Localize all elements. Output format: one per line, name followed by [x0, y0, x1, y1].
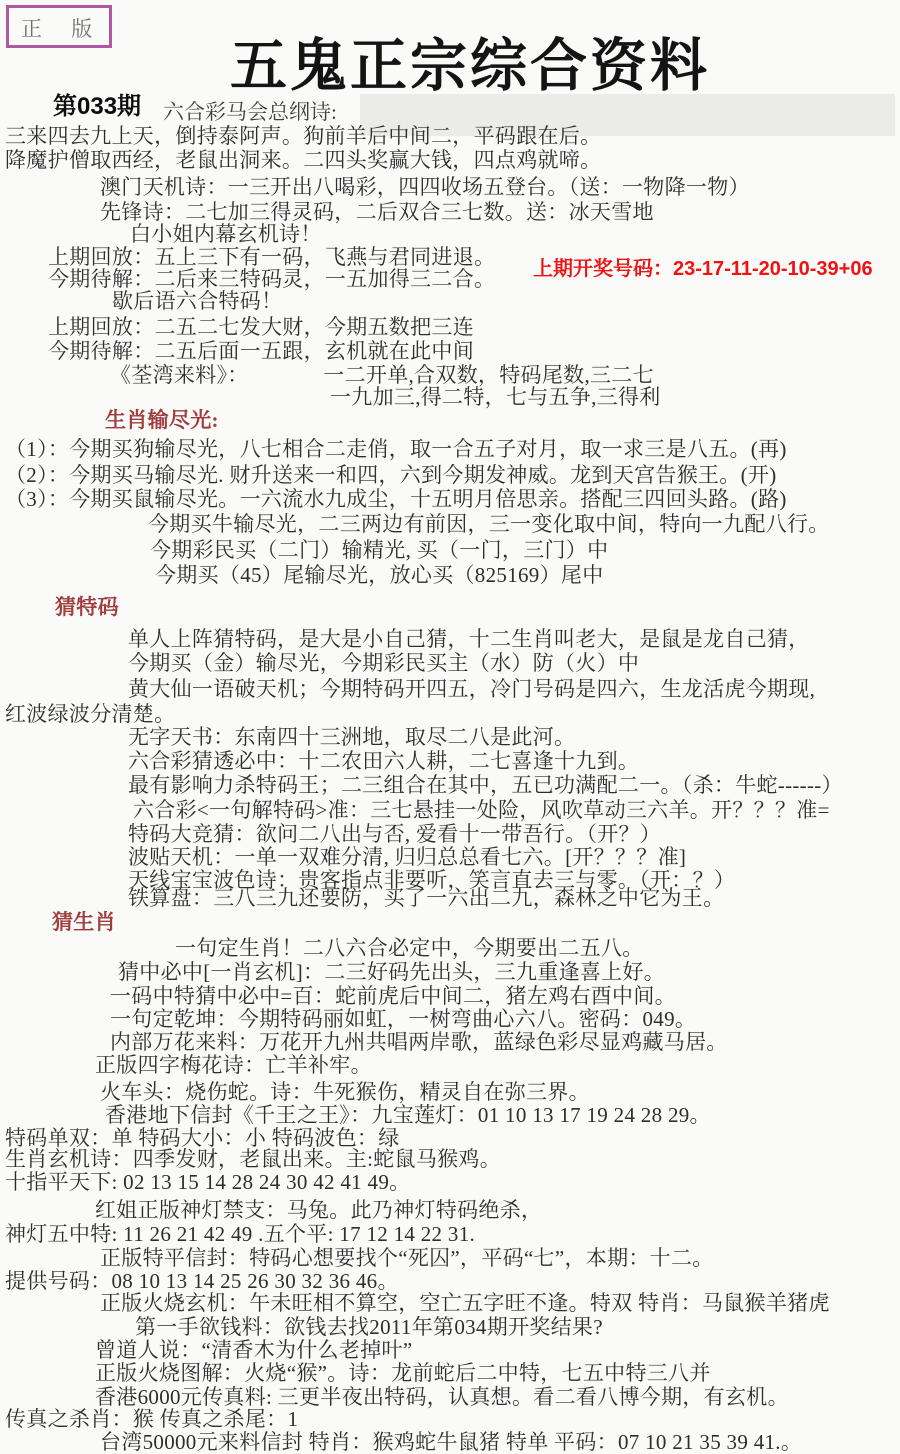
text-line: 一句定生肖！二八六合必定中，今期要出二五八。 [175, 936, 644, 960]
text-line: 一句定乾坤：今期特码丽如虹，一树弯曲心六八。密码：049。 [110, 1007, 697, 1031]
text-line: 一九加三,得二特，七与五争,三得利 [330, 385, 661, 409]
text-line: （3）：今期买鼠输尽光。一六流水九成尘，十五明月倍思亲。搭配三四回头路。(路) [5, 487, 787, 511]
text-line: 波贴天机：一单一双难分清, 归归总总看七六。[开？？？准] [128, 845, 687, 869]
text-line: 今期彩民买（二门）输精光, 买（一门，三门）中 [150, 538, 609, 562]
text-line: 三来四去九上天，倒持泰阿声。狗前羊后中间二，平码跟在后。 [5, 124, 602, 148]
text-line: （2）：今期买马输尽光. 财升送来一和四，六到今期发神威。龙到天宫告猴王。(开) [5, 463, 777, 487]
text-line: 一码中特猜中必中=百：蛇前虎后中间二，猪左鸡右酉中间。 [110, 984, 676, 1008]
text-line: 火车头：烧伤蛇。诗：牛死猴伤，精灵自在弥三界。 [100, 1080, 590, 1104]
text-line: 传真之杀肖：猴 传真之杀尾：1 [5, 1407, 299, 1431]
text-line: 天线宝宝波色诗：贵客指点非要听，笑言直去三与零。（开：？） [128, 868, 736, 892]
text-line: 红姐正版神灯禁支：马兔。此乃神灯特码绝杀， [95, 1198, 543, 1222]
text-line: 六合彩<一句解特码>准：三七悬挂一处险，风吹草动三六羊。开？？？准= [133, 798, 830, 822]
text-line: 正版特平信封：特码心想要找个“死囚”，平码“七”，本期：十二。 [100, 1246, 714, 1270]
text-line: 上期回放：二五二七发大财，今期五数把三连 [48, 315, 474, 339]
text-line: 今期待解：二五后面一五跟，玄机就在此中间 [48, 339, 474, 363]
text-line: 特码大竞猜：欲问二八出与否, 爱看十一带吾行。（开？） [128, 822, 662, 846]
text-line: 先锋诗：二七加三得灵码，二后双合三七数。送：冰天雪地 [100, 200, 654, 224]
text-line: 今期待解：二后来三特码灵，一五加得三二合。 [48, 267, 496, 291]
text-line: 十指平天下: 02 13 15 14 28 24 30 42 41 49。 [5, 1170, 411, 1194]
text-line: 黄大仙一语破天机；今期特码开四五，冷门号码是四六，生龙活虎今期现, [128, 677, 816, 701]
text-line: 歇后语六合特码！ [112, 289, 283, 313]
text-line: （1）：今期买狗输尽光，八七相合二走俏，取一合五子对月，取一求三是八五。(再) [5, 437, 787, 461]
text-line: 正版火烧玄机：午未旺相不算空，空亡五字旺不逢。特双 特肖：马鼠猴羊猪虎 [100, 1291, 830, 1315]
text-line: 今期买（金）输尽光，今期彩民买主（水）防（火）中 [128, 651, 640, 675]
text-line: 单人上阵猜特码，是大是小自己猜，十二生肖叫老大，是鼠是龙自己猜， [128, 627, 810, 651]
text-line: 正版四字梅花诗：亡羊补牢。 [95, 1053, 372, 1077]
text-line: 最有影响力杀特码王；二三组合在其中，五已功满配二一。（杀：牛蛇------） [128, 773, 843, 797]
text-line: 《荃湾来料》： 一二开单,合双数，特码尾数,三二七 [110, 363, 654, 387]
text-line: 特码单双：单 特码大小：小 特码波色：绿 [5, 1126, 400, 1150]
issue-number: 第033期 [53, 93, 142, 120]
text-line: 上期回放：五上三下有一码，飞燕与君同进退。 [48, 245, 496, 269]
section-heading: 猜生肖 [52, 910, 116, 934]
text-line: 今期买（45）尾输尽光，放心买（825169）尾中 [155, 563, 604, 587]
text-line: 提供号码：08 10 13 14 25 26 30 32 36 46。 [5, 1269, 399, 1293]
section-heading: 猜特码 [55, 595, 119, 619]
last-draw-numbers: 上期开奖号码：23-17-11-20-10-39+06 [533, 258, 873, 280]
authentic-badge: 正 版 [6, 5, 112, 48]
text-line: 香港地下信封《千王之王》：九宝莲灯：01 10 13 17 19 24 28 29。 [105, 1103, 711, 1127]
section-heading: 生肖输尽光: [105, 408, 219, 432]
text-line: 台湾50000元来料信封 特肖：猴鸡蛇牛鼠猪 特单 平码：07 10 21 35 39 41.。 [100, 1430, 803, 1454]
text-line: 内部万花来料：万花开九州共唱两岸歌，蓝绿色彩尽显鸡藏马居。 [110, 1030, 728, 1054]
text-line: 红波绿波分清楚。 [5, 702, 176, 726]
text-line: 猜中必中[一肖玄机]：二三好码先出头，三九重逢喜上好。 [118, 960, 666, 984]
text-line: 白小姐内幕玄机诗！ [130, 222, 322, 246]
text-line: 第一手欲钱料：欲钱去找2011年第034期开奖结果? [135, 1315, 603, 1339]
text-line: 今期买牛输尽光，二三两边有前因，三一变化取中间，特向一九配八行。 [148, 512, 830, 536]
text-line: 澳门天机诗：一三开出八喝彩，四四收场五登台。（送：一物降一物） [100, 175, 750, 199]
text-line: 无字天书：东南四十三洲地，取尽二八是此河。 [128, 725, 576, 749]
intro-label: 六合彩马会总纲诗: [163, 100, 337, 124]
text-line: 香港6000元传真料: 三更半夜出特码，认真想。看二看八博今期，有玄机。 [95, 1385, 789, 1409]
text-line: 生肖玄机诗：四季发财，老鼠出来。主:蛇鼠马猴鸡。 [5, 1147, 502, 1171]
text-line: 降魔护僧取西经，老鼠出洞来。二四头奖赢大钱，四点鸡就啼。 [5, 148, 602, 172]
text-line: 神灯五中特: 11 26 21 42 49 .五个平: 17 12 14 22 31. [5, 1222, 476, 1246]
page-title: 五鬼正宗综合资料 [230, 35, 710, 98]
text-line: 六合彩猜透必中：十二农田六人耕，二七喜逢十九到。 [128, 749, 640, 773]
text-line: 曾道人说：“清香木为什么老掉叶” [95, 1338, 413, 1362]
text-line: 铁算盘：三八三九还要防，买了一六出二九，森林之中它为王。 [128, 886, 725, 910]
text-line: 正版火烧图解：火烧“猴”。诗：龙前蛇后二中特，七五中特三八并 [95, 1361, 711, 1385]
